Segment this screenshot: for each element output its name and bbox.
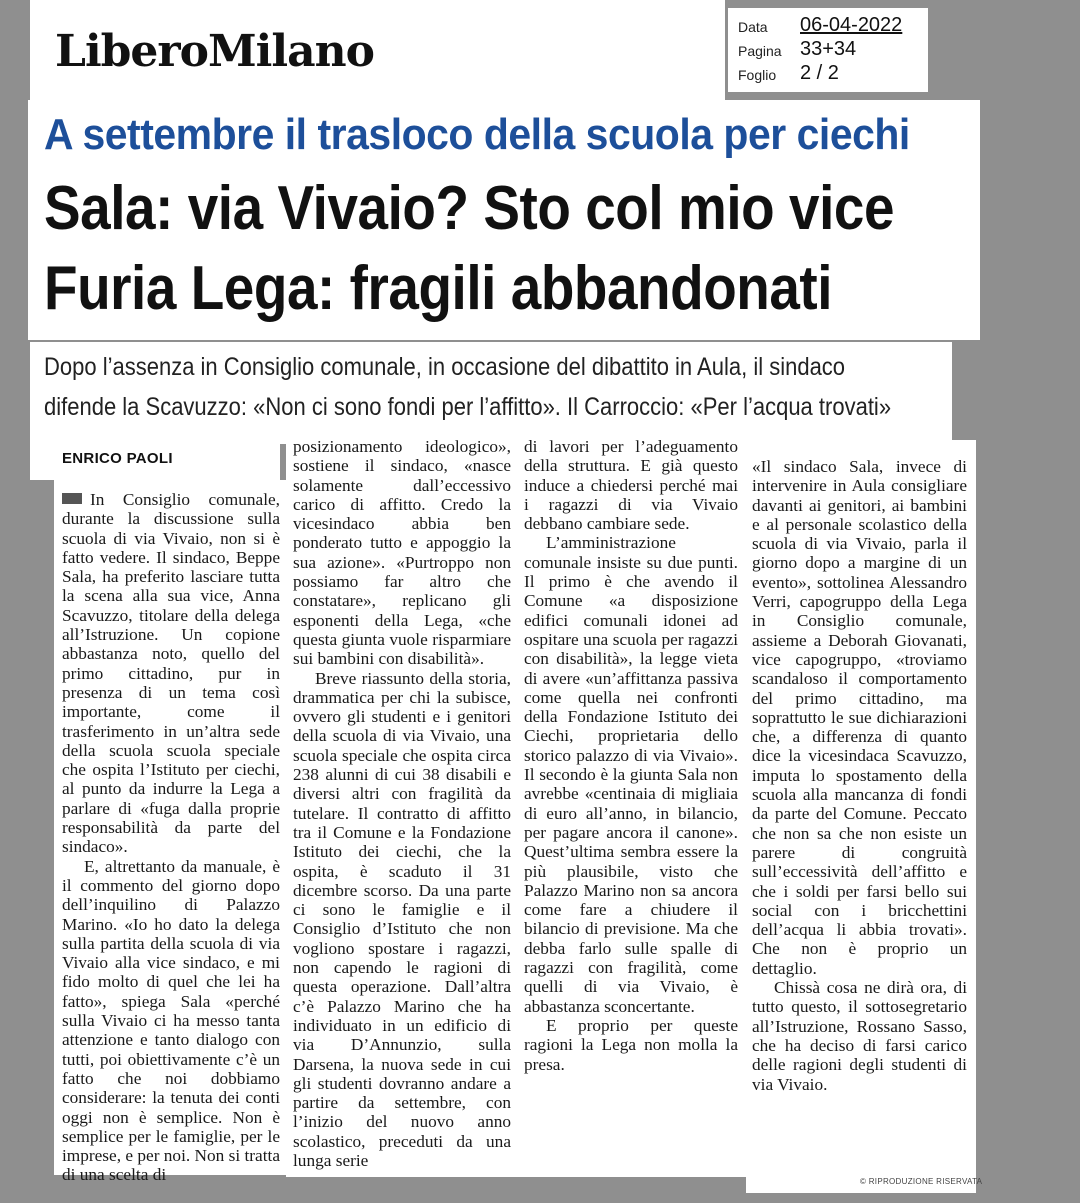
- meta-data-value: 06-04-2022: [800, 14, 903, 36]
- meta-pagina-label: Pagina: [738, 43, 782, 59]
- paragraph: Breve riassunto della storia, drammatica per chi la subisce, ovvero gli studenti e i genitori della scuola di via Vivaio, una scuola speciale che ospita circa 238 alunni di cui 38 disabili e diversi altri con fragilità da tutelare. Il contratto di affitto tra il Comune e la Fondazione Istituto dei ciechi, che la ospita, è scaduto il 31 dicembre scorso. Da una parte ci sono le famiglie e il Consiglio d’Istituto che non vogliono spostare i ragazzi, non capendo le ragioni di questa operazione. Dall’altra c’è Palazzo Marino che ha individuato in un edificio di via D’Annunzio, sulla Darsena, la nuova sede in cui gli studenti dovranno andare a partire da settembre, con l’inizio del nuovo anno scolastico, preceduti da una lunga serie: [293, 668, 511, 1170]
- paragraph: Chissà cosa ne dirà ora, di tutto questo, il sottosegretario all’Istruzione, Rossano Sasso, che ha deciso di farsi carico delle ragioni degli studenti di via Vivaio.: [752, 978, 967, 1094]
- paragraph: E, altrettanto da manuale, è il commento del giorno dopo dell’inquilino di Palazzo Marino. «Io ho dato la delega sulla partita della scuola di via Vivaio alla vice sindaco, e mi fido molto di quel che lei ha fatto», spiega Sala «perché sulla Vivaio ci ha messo tanta attenzione e tanto dialogo con tutti, poi obiettivamente c’è un fatto che noi dobbiamo considerare: la tenuta dei conti oggi non è semplice. Non è semplice per le famiglie, per le imprese, e per noi. Non si tratta di una scelta di: [62, 856, 280, 1185]
- meta-foglio-value: 2 / 2: [800, 62, 839, 84]
- article-summary-line1: Dopo l’assenza in Consiglio comunale, in occasione del dibattito in Aula, il sindaco: [44, 353, 846, 381]
- paragraph: di lavori per l’adeguamento della struttura. E già questo induce a chiedersi perché mai i ragazzi di via Vivaio debbano cambiare sede.: [524, 437, 738, 534]
- article-summary-line2: difende la Scavuzzo: «Non ci sono fondi per l’affitto». Il Carroccio: «Per l’acqua trovati»: [44, 393, 892, 421]
- copyright-notice: © RIPRODUZIONE RISERVATA: [860, 1177, 983, 1186]
- meta-data-label: Data: [738, 19, 768, 35]
- article-kicker: A settembre il trasloco della scuola per ciechi: [44, 110, 910, 159]
- paragraph: E proprio per queste ragioni la Lega non molla la presa.: [524, 1015, 738, 1074]
- article-column-2: [293, 437, 511, 1170]
- paragraph: posizionamento ideologico», sostiene il sindaco, «nasce solamente dall’eccessivo carico di affitto. Credo la vicesindaco abbia ben ponderato tutto e appoggio la sua azione». «Purtroppo non possiamo far altro che constatare», replicano gli esponenti della Lega, «che questa giunta vuole risparmiare sui bambini con disabilità».: [293, 437, 511, 669]
- paragraph: L’amministrazione comunale insiste su due punti. Il primo è che avendo il Comune «a disposizione edifici comunali idonei ad ospitare una scuola per ragazzi con disabilità», la legge vieta di avere «un’affittanza passiva come quella nei confronti della Fondazione Istituto dei Ciechi, proprietaria dello storico palazzo di via Vivaio». Il secondo è la giunta Sala non avrebbe «centinaia di migliaia di euro all’anno, in bilancio, per pagare ancora il canone». Quest’ultima sembra essere la più plausibile, visto che Palazzo Marino non sa ancora come fare a chiudere il bilancio di previsione. Ma che debba farlo sulle spalle di ragazzi con fragilità, come quelli di via Vivaio, è abbastanza sconcertante.: [524, 533, 738, 1016]
- article-column-4: [752, 457, 967, 1094]
- article-headline-line2: Furia Lega: fragili abbandonati: [44, 254, 833, 323]
- article-byline: ENRICO PAOLI: [62, 450, 173, 467]
- article-column-1: [62, 490, 280, 1185]
- meta-foglio-label: Foglio: [738, 67, 777, 83]
- article-column-3: [524, 437, 738, 1074]
- article-headline-line1: Sala: via Vivaio? Sto col mio vice: [44, 174, 895, 243]
- newspaper-logo: LiberoMilano: [55, 26, 374, 77]
- paragraph-marker-icon: [62, 493, 82, 504]
- paragraph: «Il sindaco Sala, invece di intervenire in Aula consigliare davanti ai genitori, ai bambini e al personale scolastico della scuola di via Vivaio, parla il giorno dopo a margine di un evento», sottolinea Alessandro Verri, capogruppo della Lega in Consiglio comunale, assieme a Deborah Giovanati, vice capogruppo, «troviamo scandaloso il comportamento del primo cittadino, ma soprattutto le sue dichiarazioni che, a differenza di quanto dice la vicesindaca Scavuzzo, imputa lo spostamento della scuola alla mancanza di fondi da parte del Comune. Peccato che non sa che non esiste un parere di congruità sull’eccessività dell’affitto e che i soldi per farsi bello sui social con i bricchettini dell’acqua li abbia trovati». Che non è proprio un dettaglio.: [752, 457, 967, 978]
- paragraph: In Consiglio comunale, durante la discussione sulla scuola di via Vivaio, non si è fatto vedere. Il sindaco, Beppe Sala, ha preferito lasciare tutta la scena alla sua vice, Anna Scavuzzo, titolare della delega all’Istruzione. Un copione abbastanza noto, quello del primo cittadino, pur in presenza di un tema così importante, come il trasferimento in un’altra sede della scuola scuola speciale che ospita l’Istituto per ciechi, al punto da indurre la Lega a parlare di «fuga dalla proprie responsabilità da parte del sindaco».: [62, 490, 280, 857]
- meta-pagina-value: 33+34: [800, 38, 857, 60]
